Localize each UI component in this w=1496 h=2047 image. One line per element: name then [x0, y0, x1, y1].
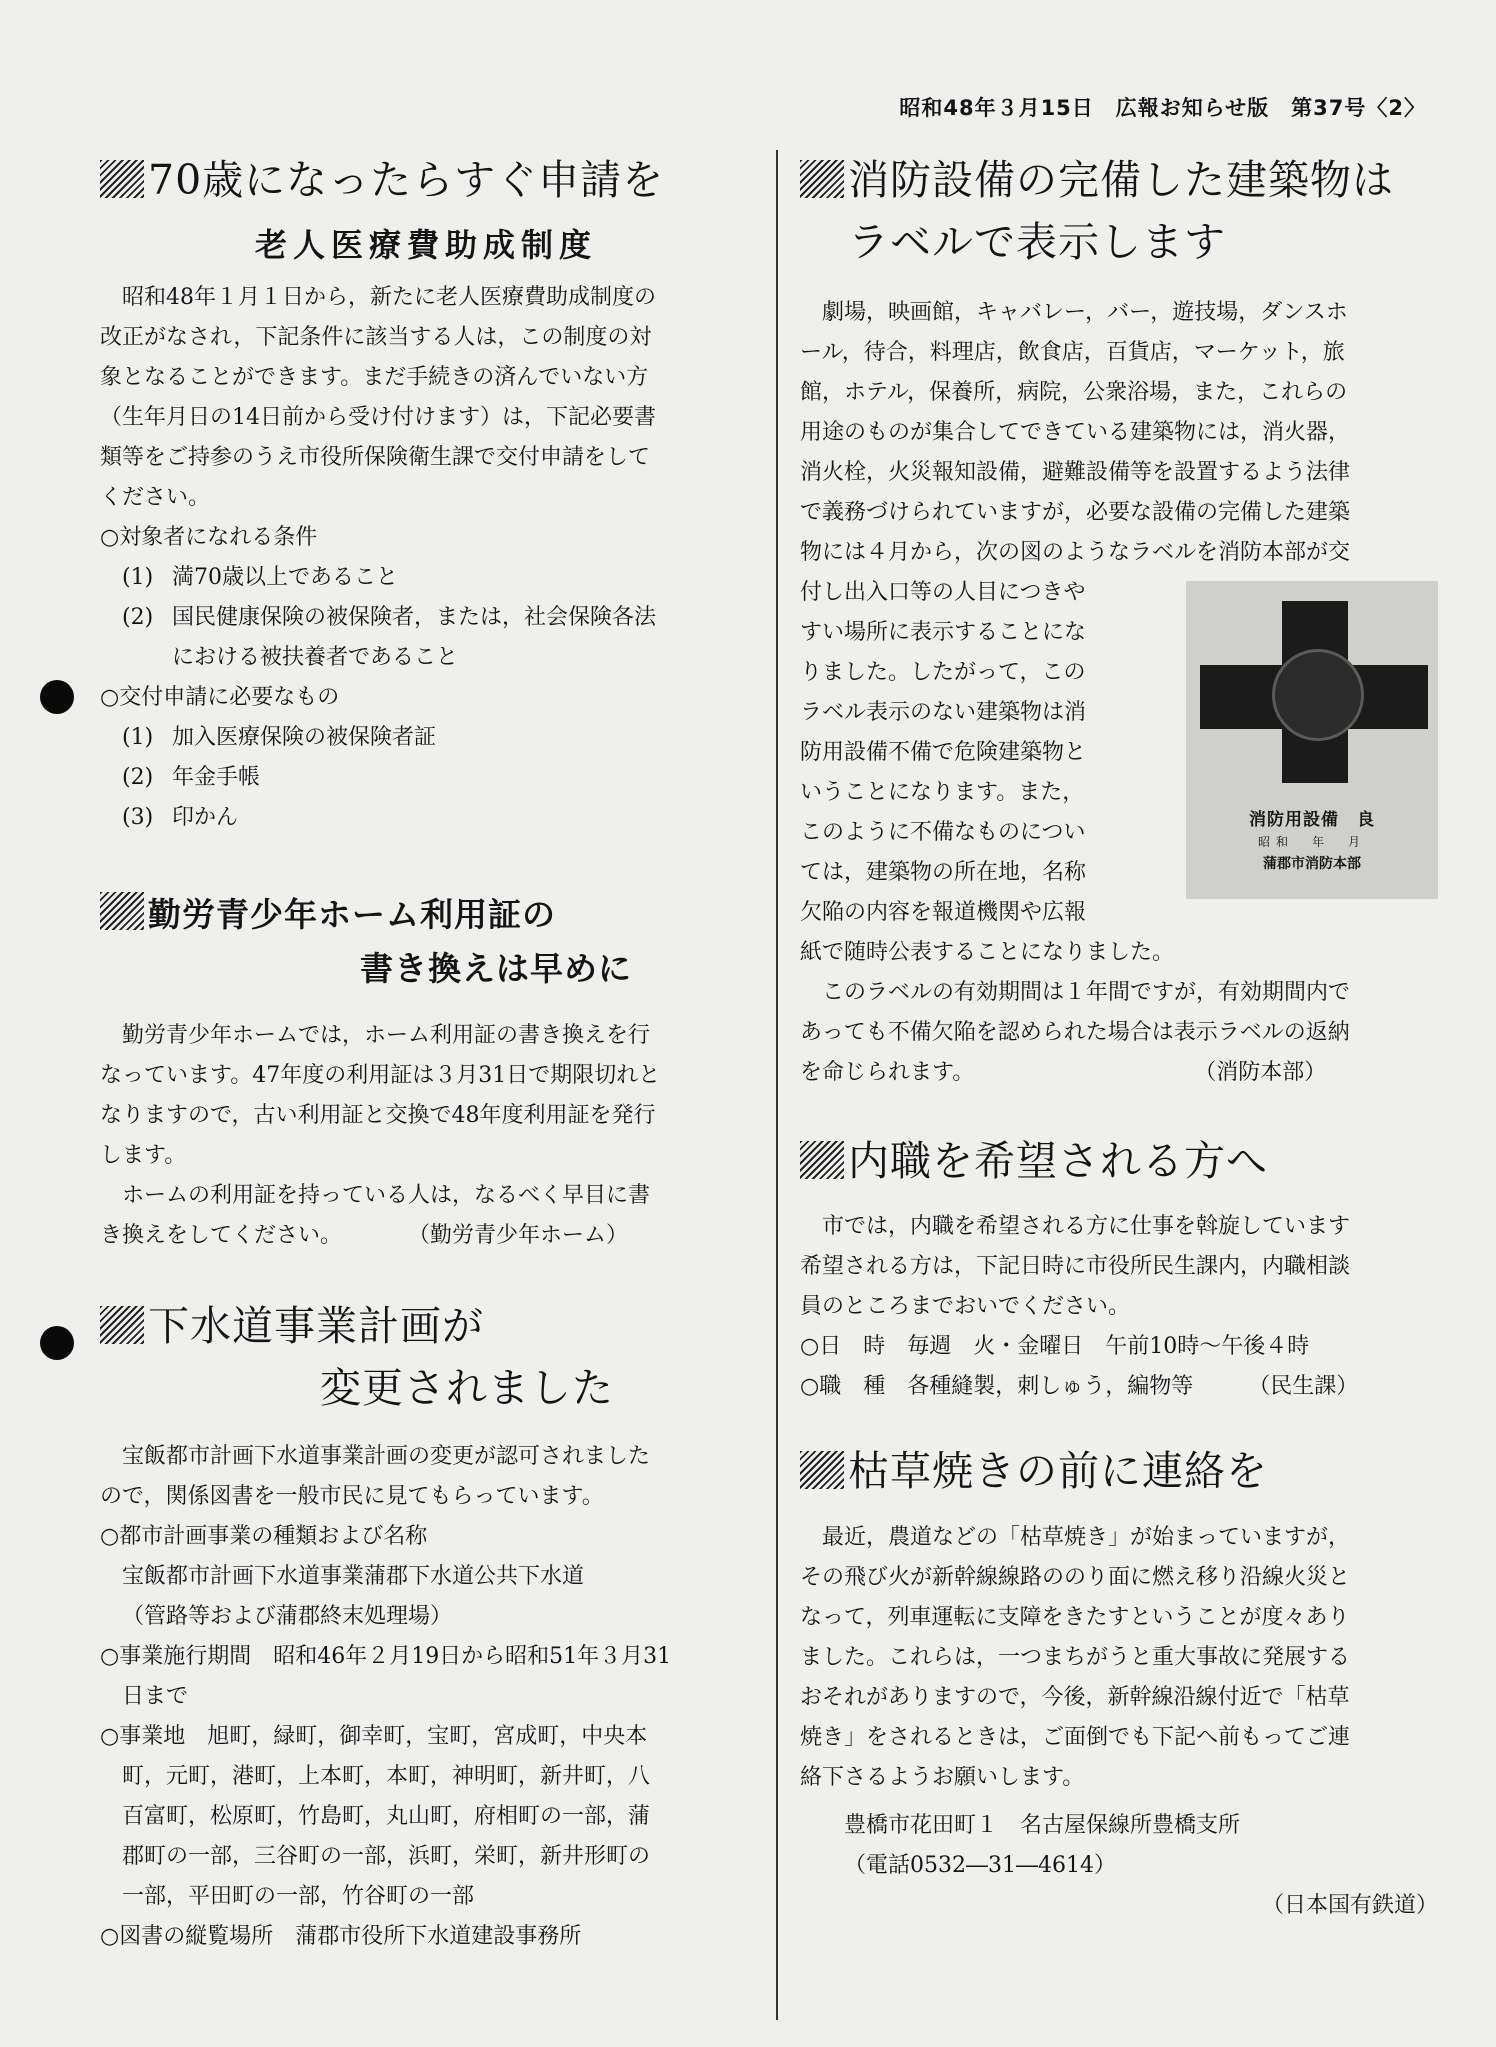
body-line: （生年月日の14日前から受け付けます）は，下記必要書: [100, 404, 656, 430]
flame-emblem-icon: [1272, 649, 1364, 741]
list-item: (1) 満70歳以上であること: [122, 564, 398, 590]
article-title: 下水道事業計画が 変更されました: [100, 1296, 752, 1419]
body-line: 市では，内職を希望される方に仕事を斡旋しています: [822, 1213, 1351, 1239]
body-line: 付し出入口等の人目につきや: [800, 580, 1086, 605]
body-line: りました。したがって，この: [800, 660, 1086, 685]
fire-safety-label-image: [1186, 581, 1438, 899]
body-line: なっています。47年度の利用証は３月31日で期限切れと: [100, 1063, 661, 1089]
body-line: 類等をご持参のうえ市役所保険衛生課で交付申請をして: [100, 444, 651, 470]
body-line: 最近，農道などの「枯草焼き」が始まっていますが，: [822, 1525, 1351, 1550]
hatch-icon: [100, 892, 144, 930]
article-sewer-plan: [100, 1296, 752, 1957]
list-item-continuation: 町，元町，港町，上本町，本町，神明町，新井町，八: [122, 1764, 651, 1790]
list-heading: ○事業地 旭町，緑町，御幸町，宝町，宮成町，中央本: [100, 1724, 648, 1750]
body-line: おそれがありますので，今後，新幹線沿線付近で「枯草: [800, 1685, 1350, 1710]
contact-phone: （電話0532―31―4614）: [844, 1853, 1116, 1878]
list-heading: ○交付申請に必要なもの: [100, 684, 340, 710]
list-heading: ○都市計画事業の種類および名称: [100, 1524, 428, 1550]
body-line: 用途のものが集合してできている建築物には，消火器，: [800, 420, 1351, 445]
list-item: ○日 時 毎週 火・金曜日 午前10時～午後４時: [800, 1333, 1310, 1359]
body-line: ください。: [100, 484, 211, 510]
article-grass-burning: [800, 1441, 1450, 1927]
wrapped-text: [800, 573, 1166, 933]
column-divider: [776, 150, 778, 2020]
label-issuer: 蒲郡市消防本部: [1263, 856, 1361, 872]
body-line: き換えをしてください。 （勤労青少年ホーム）: [100, 1223, 629, 1249]
body-line: します。: [100, 1143, 187, 1169]
list-heading: ○対象者になれる条件: [100, 524, 318, 550]
body-line: 宝飯都市計画下水道事業計画の変更が認可されました: [122, 1444, 651, 1470]
body-line: 物には４月から，次の図のようなラベルを消防本部が交: [800, 540, 1351, 565]
label-date: 昭和 年 月: [1257, 835, 1366, 849]
list-item: 宝飯都市計画下水道事業蒲郡下水道公共下水道: [122, 1564, 585, 1590]
body-line: 消火栓，火災報知設備，避難設備等を設置するよう法律: [800, 460, 1351, 485]
body-line: ホームの利用証を持っている人は，なるべく早目に書: [122, 1183, 651, 1209]
article-youth-home: [100, 888, 752, 1257]
body-line: 焼き」をされるときは，ご面倒でも下記へ前もってご連: [800, 1725, 1351, 1750]
list-heading: ○図書の縦覧場所 蒲郡市役所下水道建設事務所: [100, 1924, 582, 1950]
body-line: ので，関係図書を一般市民に見てもらっています。: [100, 1484, 604, 1510]
left-column: [100, 150, 752, 1991]
body-line: 欠陥の内容を報道機関や広報: [800, 900, 1087, 925]
list-item-continuation: 百富町，松原町，竹島町，丸山町，府相町の一部，蒲: [122, 1804, 651, 1830]
article-piecework: [800, 1131, 1450, 1407]
list-item-continuation: 一部，平田町の一部，竹谷町の一部: [122, 1884, 475, 1910]
article-fire-label: [800, 150, 1450, 1093]
hatch-icon: [100, 160, 144, 198]
hatch-icon: [800, 1451, 844, 1489]
body-line: で義務づけられていますが，必要な設備の完備した建築: [800, 500, 1351, 525]
list-item: ○職 種 各種縫製，刺しゅう，編物等 （民生課）: [800, 1373, 1359, 1399]
body-line: 劇場，映画館，キャバレー，バー，遊技場，ダンスホ: [822, 300, 1348, 325]
hatch-icon: [800, 1141, 844, 1179]
body-line: すい場所に表示することにな: [800, 620, 1087, 645]
list-heading: ○事業施行期間 昭和46年２月19日から昭和51年３月31: [100, 1644, 672, 1670]
body-line: このように不備なものについ: [800, 820, 1086, 845]
article-title: 勤労青少年ホーム利用証の 書き換えは早めに: [100, 888, 752, 997]
list-item: (2) 国民健康保険の被保険者，または，社会保険各法: [122, 604, 657, 630]
article-subtitle: 老人医療費助成制度: [254, 225, 597, 264]
body-line: なって，列車運転に支障をきたすということが度々あり: [800, 1605, 1350, 1630]
list-item-continuation: 郡町の一部，三谷町の一部，浜町，栄町，新井形町の: [122, 1844, 651, 1870]
list-item: (3) 印かん: [122, 804, 239, 830]
list-item: (2) 年金手帳: [122, 764, 261, 790]
body-line: 希望される方は，下記日時に市役所民生課内，内職相談: [800, 1253, 1351, 1279]
body-line: 員のところまでおいでください。: [800, 1293, 1131, 1319]
article-title: 70歳になったらすぐ申請を: [100, 150, 752, 212]
body-line: いうことになります。また，: [800, 780, 1085, 805]
list-item-continuation: における被扶養者であること: [172, 644, 459, 670]
body-line: 館，ホテル，保養所，病院，公衆浴場，また，これらの: [800, 380, 1348, 405]
body-line: 改正がなされ，下記条件に該当する人は，この制度の対: [100, 324, 652, 350]
body-line: ては，建築物の所在地，名称: [800, 860, 1087, 885]
page-header: 昭和48年３月15日 広報お知らせ版 第37号〈2〉: [899, 96, 1426, 120]
list-item-continuation: 日まで: [122, 1684, 189, 1710]
body-line: を命じられます。 （消防本部）: [800, 1060, 1327, 1085]
list-item: (1) 加入医療保険の被保険者証: [122, 724, 437, 750]
body-line: 紙で随時公表することになりました。: [800, 940, 1175, 965]
body-line: 絡下さるようお願いします。: [800, 1765, 1085, 1790]
article-title: 消防設備の完備した建築物は ラベルで表示します: [800, 150, 1450, 273]
article-elderly-medical: [100, 150, 752, 838]
body-line: ました。これらは，一つまちがうと重大事故に発展する: [800, 1645, 1351, 1670]
body-line: 勤労青少年ホームでは，ホーム利用証の書き換えを行: [122, 1023, 651, 1049]
body-line: ール，待合，料理店，飲食店，百貨店，マーケット，旅: [800, 340, 1345, 365]
body-line: 象となることができます。まだ手続きの済んでいない方: [100, 364, 649, 390]
article-source: （日本国有鉄道）: [1261, 1893, 1438, 1918]
contact-address: 豊橋市花田町１ 名古屋保線所豊橋支所: [844, 1813, 1241, 1838]
article-title: 枯草焼きの前に連絡を: [800, 1441, 1450, 1503]
body-line: このラベルの有効期間は１年間ですが，有効期間内で: [822, 980, 1351, 1005]
body-line: あっても不備欠陥を認められた場合は表示ラベルの返納: [800, 1020, 1350, 1045]
body-line: なりますので，古い利用証と交換で48年度利用証を発行: [100, 1103, 656, 1129]
list-item: （管路等および蒲郡終末処理場）: [122, 1604, 453, 1630]
right-column: [800, 150, 1450, 1960]
punch-hole: [40, 680, 74, 714]
body-line: ラベル表示のない建築物は消: [800, 700, 1087, 725]
hatch-icon: [800, 160, 844, 198]
label-text: 消防用設備 良: [1249, 810, 1375, 830]
body-line: 昭和48年１月１日から，新たに老人医療費助成制度の: [122, 284, 656, 310]
punch-hole: [40, 1326, 74, 1360]
article-title: 内職を希望される方へ: [800, 1131, 1450, 1193]
body-line: 防用設備不備で危険建築物と: [800, 740, 1087, 765]
wrap-block: [800, 573, 1450, 933]
hatch-icon: [100, 1306, 144, 1344]
body-line: その飛び火が新幹線線路ののり面に燃え移り沿線火災と: [800, 1565, 1351, 1590]
